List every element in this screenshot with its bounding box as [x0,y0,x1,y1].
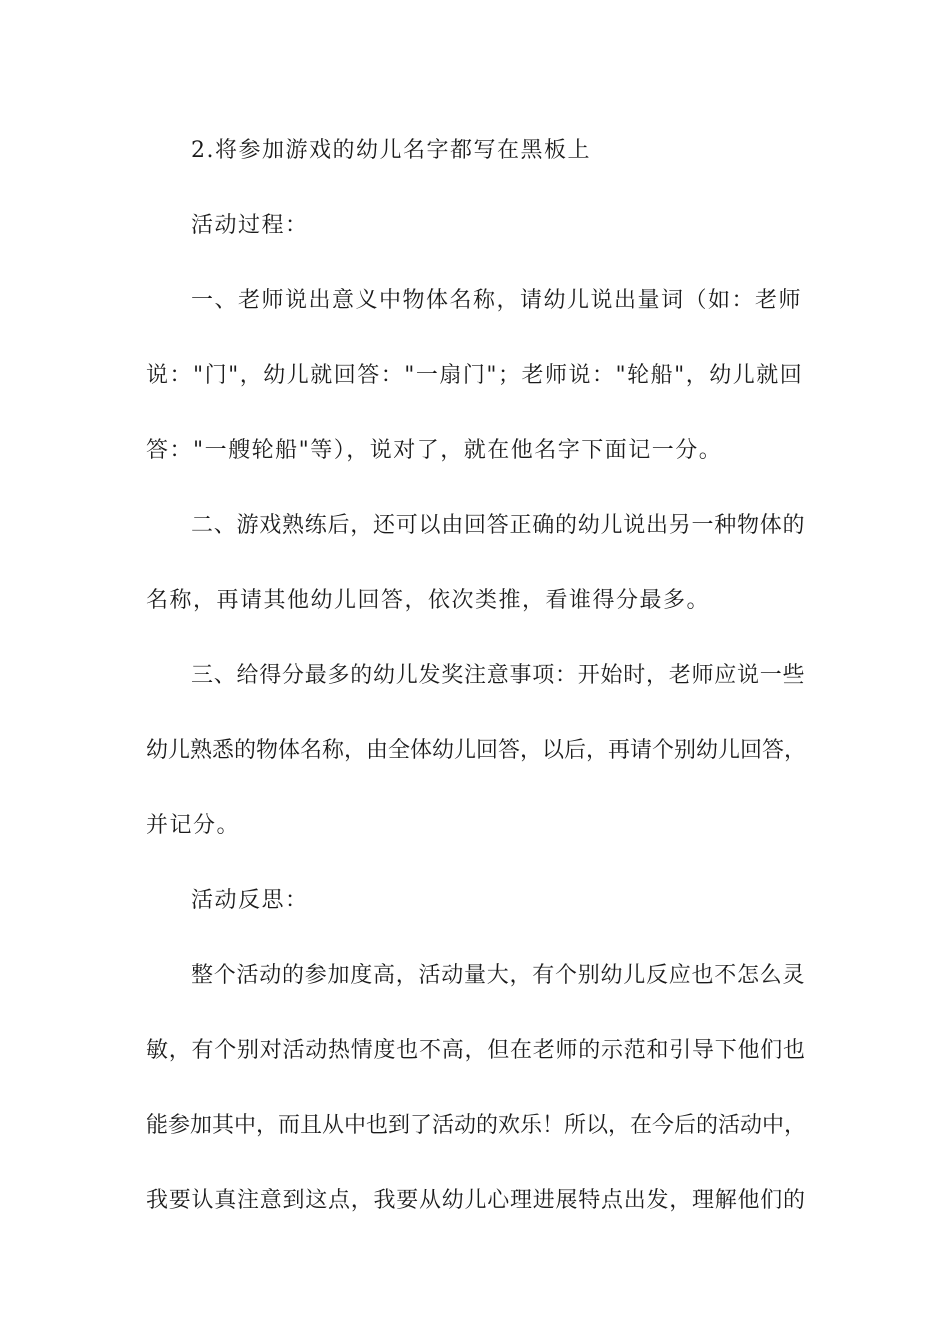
text-line-step-one-cont-1: 说："门"，幼儿就回答："一扇门"；老师说："轮船"，幼儿就回 [146,363,804,388]
text-line-step-three-cont-1: 幼儿熟悉的物体名称，由全体幼儿回答，以后，再请个别幼儿回答， [146,738,807,763]
text-line-step-three-start: 三、给得分最多的幼儿发奖注意事项：开始时，老师应说一些 [191,663,806,688]
text-line-step-two-cont: 名称，再请其他幼儿回答，依次类推，看谁得分最多。 [146,588,711,613]
text-line-reflection-4: 我要认真注意到这点，我要从幼儿心理进展特点出发，理解他们的 [146,1188,806,1213]
text-line-reflection-1: 整个活动的参加度高，活动量大，有个别幼儿反应也不怎么灵 [191,963,806,988]
text-line-step-one-cont-2: 答："一艘轮船"等），说对了，就在他名字下面记一分。 [146,438,723,463]
text-line-reflection-3: 能参加其中，而且从中也到了活动的欢乐！所以，在今后的活动中， [146,1113,807,1138]
text-line-reflection-2: 敏，有个别对活动热情度也不高，但在老师的示范和引导下他们也 [146,1038,806,1063]
text-line-step-two-start: 二、游戏熟练后，还可以由回答正确的幼儿说出另一种物体的 [191,513,806,538]
heading-activity-reflection: 活动反思： [191,888,309,913]
text-line-step-three-cont-2: 并记分。 [146,813,241,838]
text-line-prep-step-2: 2.将参加游戏的幼儿名字都写在黑板上 [191,138,591,163]
text-line-step-one-start: 一、老师说出意义中物体名称，请幼儿说出量词（如：老师 [191,288,803,313]
heading-activity-process: 活动过程： [191,213,309,238]
